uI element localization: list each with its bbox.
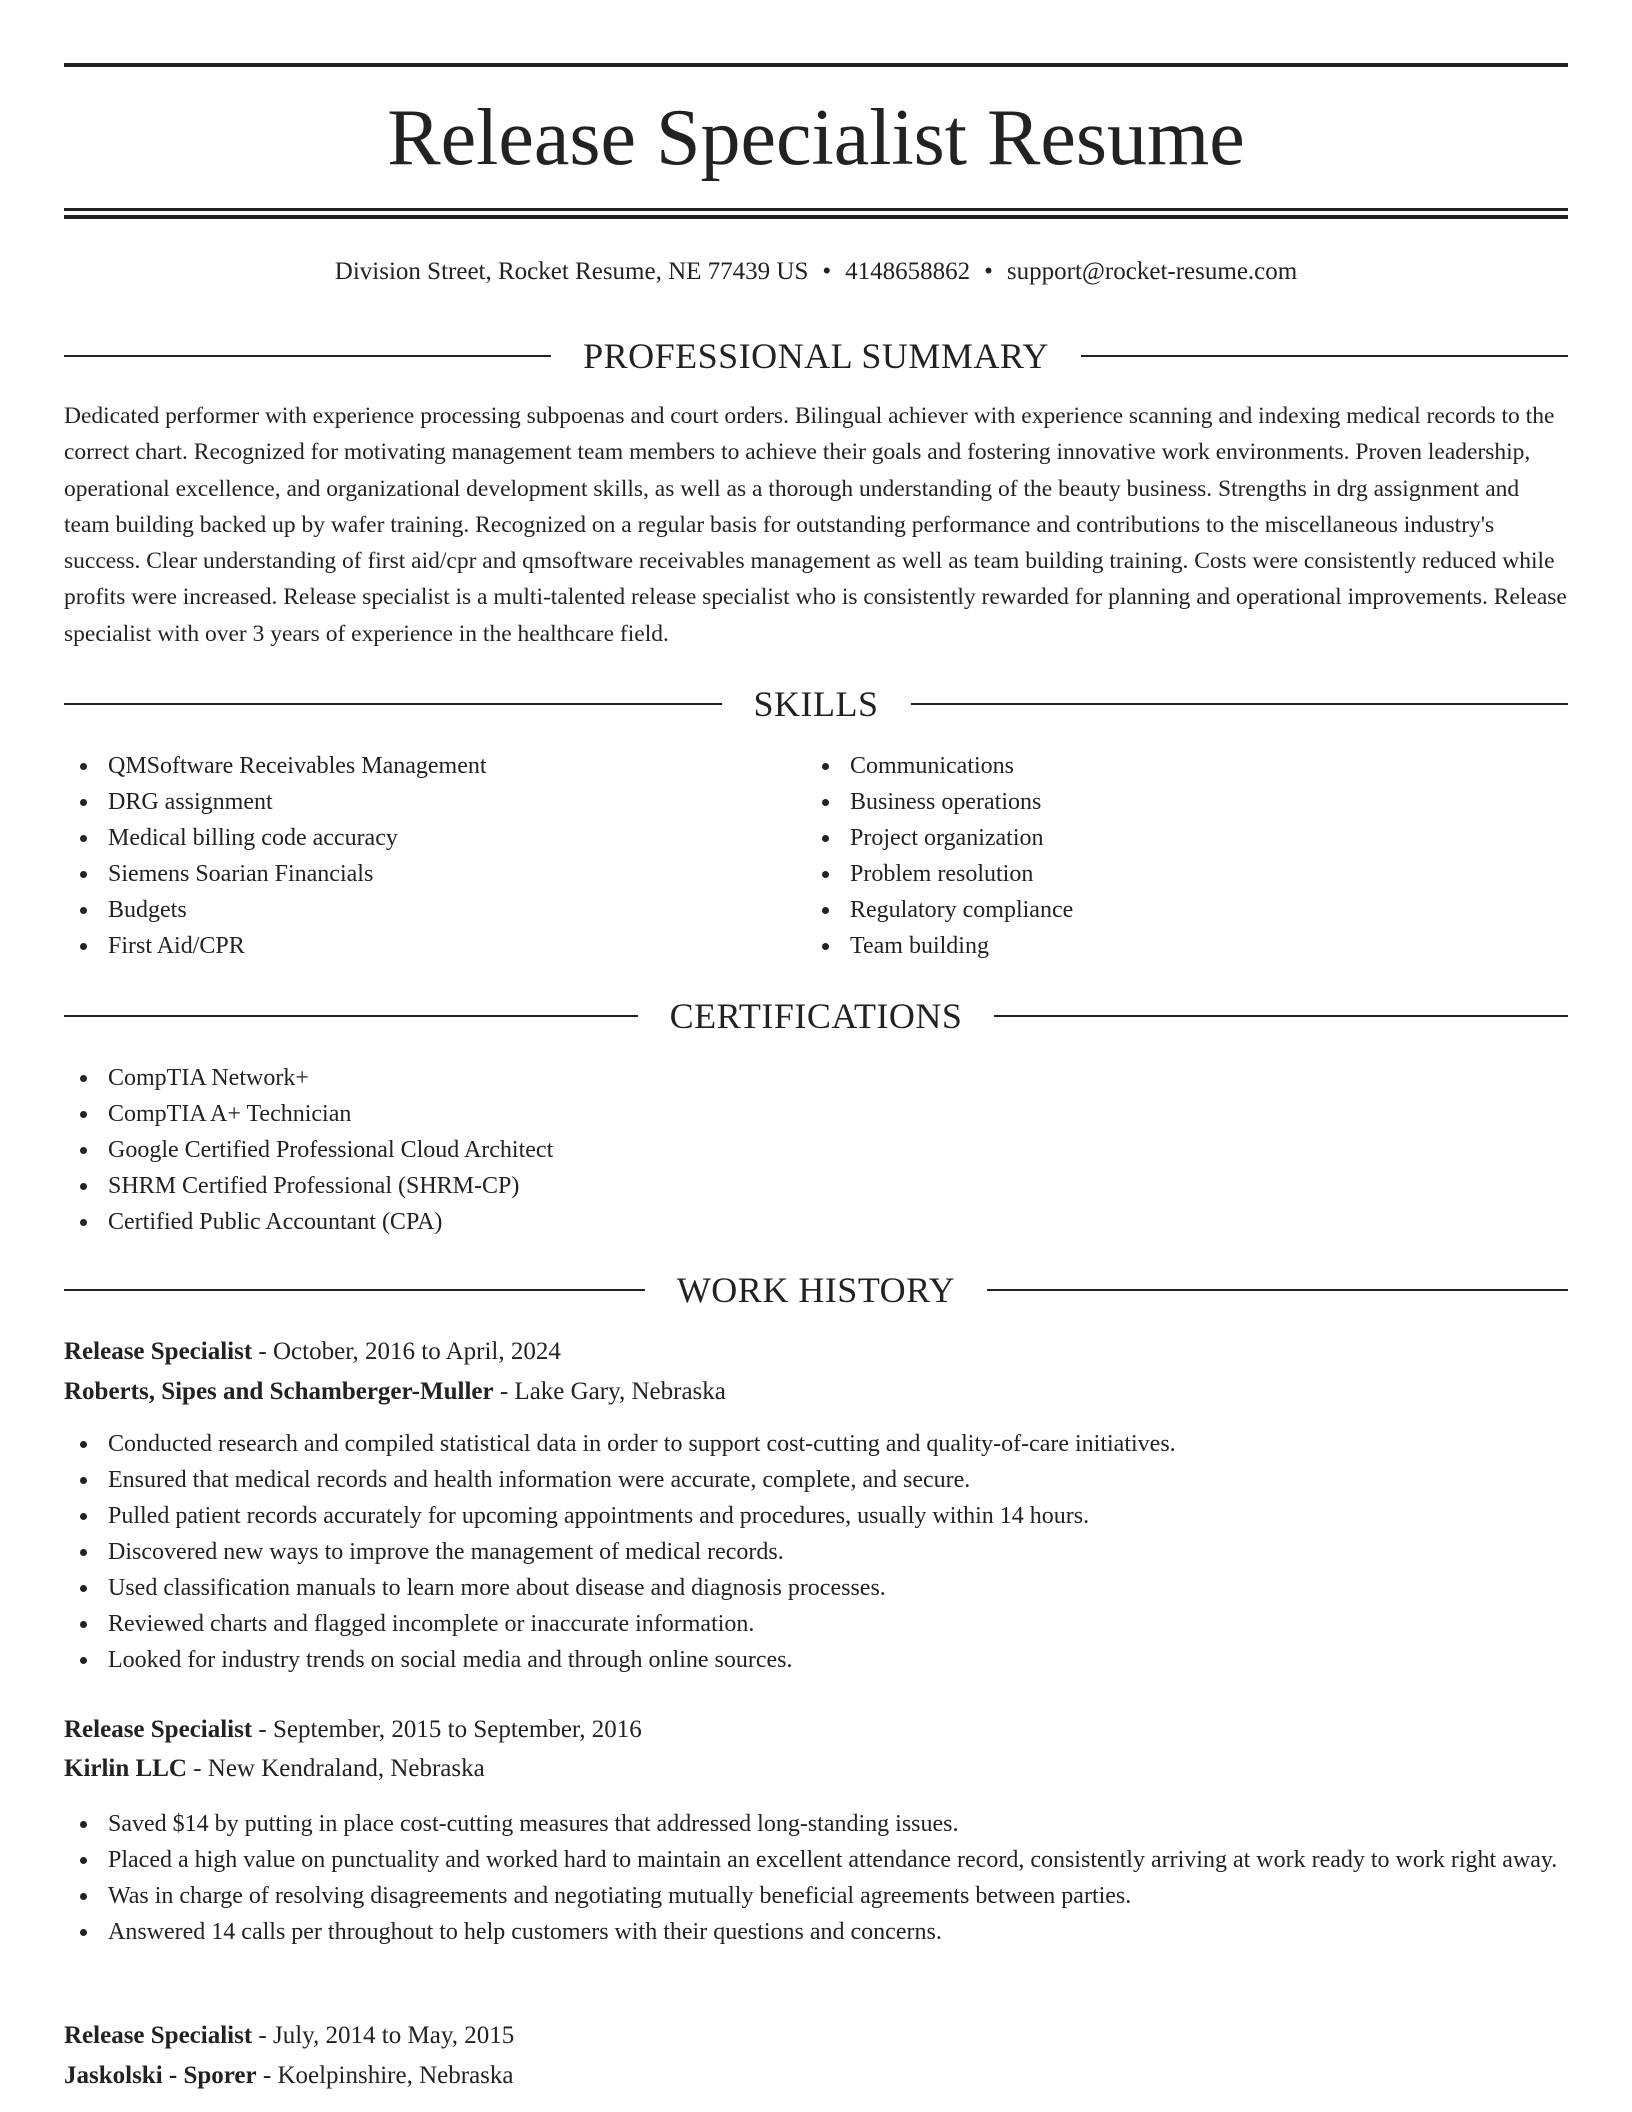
job-title: Release Specialist [64,1338,253,1365]
list-item: Was in charge of resolving disagreements and negotiating mutually beneficial agreements between parties. [64,1878,1568,1914]
list-item: Siemens Soarian Financials [64,856,804,892]
job-dates: - September, 2015 to September, 2016 [252,1716,642,1743]
work-history-heading-text: WORK HISTORY [676,1270,956,1310]
list-item: Team building [806,928,1546,964]
company-location: - New Kendraland, Nebraska [186,1755,485,1782]
heading-rule [64,1015,638,1017]
company-name: Kirlin LLC [64,1755,187,1782]
list-item: SHRM Certified Professional (SHRM-CP) [64,1168,1568,1204]
list-item: QMSoftware Receivables Management [64,748,804,784]
company-name: Roberts, Sipes and Schamberger-Muller [64,1378,494,1405]
address: Division Street, Rocket Resume, NE 77439 US [334,258,809,285]
heading-rule [994,1015,1568,1017]
heading-rule [987,1289,1568,1291]
double-rule [64,208,1568,219]
list-item: Regulatory compliance [806,892,1546,928]
job-title-line [64,2020,514,2052]
list-item: Looked for industry trends on social media and through online sources. [64,1642,1568,1678]
work-history-heading [64,1268,1568,1312]
heading-rule [64,703,722,705]
job-dates: - July, 2014 to May, 2015 [252,2022,515,2049]
job-title-line [64,1336,561,1368]
summary-text: Dedicated performer with experience processing subpoenas and court orders. Bilingual achiever with experience scanning and indexing medical records to the correct chart. Recognized for motivating management team members to achieve their goals and fostering innovative work environments. Proven leadership, operational excellence, and organizational development skills, as well as a thorough understanding of the beauty business. Strengths in drg assignment and team building backed up by wafer training. Recognized on a regular basis for outstanding performance and contributions to the miscellaneous industry's success. Clear understanding of first aid/cpr and qmsoftware receivables management as well as team building training. Costs were consistently reduced while profits were increased. Release specialist is a multi-talented release specialist who is consistently rewarded for planning and operational improvements. Release specialist with over 3 years of experience in the healthcare field. [64,403,1567,647]
list-item: Discovered new ways to improve the management of medical records. [64,1534,1568,1570]
job-title: Release Specialist [64,1716,253,1743]
phone: 4148658862 [845,258,971,285]
company-location: - Koelpinshire, Nebraska [256,2062,514,2089]
skills-heading [64,682,1568,726]
heading-rule [1081,355,1568,357]
certifications-heading [64,994,1568,1038]
summary-heading-text: PROFESSIONAL SUMMARY [583,336,1049,376]
email: support@rocket-resume.com [1006,258,1298,285]
heading-rule [911,703,1569,705]
list-item: CompTIA Network+ [64,1060,1568,1096]
list-item: Business operations [806,784,1546,820]
list-item: Placed a high value on punctuality and worked hard to maintain an excellent attendance record, consistently arriving at work ready to work right away. [64,1842,1568,1878]
list-item: Pulled patient records accurately for upcoming appointments and procedures, usually within 14 hours. [64,1498,1568,1534]
summary-heading [64,334,1568,378]
list-item: First Aid/CPR [64,928,804,964]
certifications-list [64,1060,1568,1240]
list-item: Ensured that medical records and health information were accurate, complete, and secure. [64,1462,1568,1498]
contact-separator: • [984,258,993,285]
list-item: Reviewed charts and flagged incomplete or inaccurate information. [64,1606,1568,1642]
list-item: Problem resolution [806,856,1546,892]
list-item: Saved $14 by putting in place cost-cutting measures that addressed long-standing issues. [64,1806,1568,1842]
skills-heading-text: SKILLS [753,684,879,724]
job-company-line [64,1753,485,1785]
list-item: Budgets [64,892,804,928]
job-bullets [64,1806,1568,1950]
list-item: CompTIA A+ Technician [64,1096,1568,1132]
job-title-line [64,1714,642,1746]
heading-rule [64,355,551,357]
job-company-line [64,2060,514,2092]
company-name: Jaskolski - Sporer [64,2062,257,2089]
heading-rule [64,1289,645,1291]
list-item: Certified Public Accountant (CPA) [64,1204,1568,1240]
list-item: Answered 14 calls per throughout to help customers with their questions and concerns. [64,1914,1568,1950]
list-item: Google Certified Professional Cloud Architect [64,1132,1568,1168]
list-item: DRG assignment [64,784,804,820]
company-location: - Lake Gary, Nebraska [493,1378,726,1405]
top-rule [64,63,1568,67]
certifications-heading-text: CERTIFICATIONS [669,996,963,1036]
contact-line [64,256,1568,288]
job-company-line [64,1376,726,1408]
list-item: Project organization [806,820,1546,856]
skills-list-right [806,748,1546,964]
list-item: Medical billing code accuracy [64,820,804,856]
skills-list-left [64,748,804,964]
list-item: Communications [806,748,1546,784]
list-item: Used classification manuals to learn more about disease and diagnosis processes. [64,1570,1568,1606]
job-title: Release Specialist [64,2022,253,2049]
job-bullets [64,1426,1568,1678]
resume-title: Release Specialist Resume [387,94,1245,182]
list-item: Conducted research and compiled statistical data in order to support cost-cutting and quality-of-care initiatives. [64,1426,1568,1462]
job-dates: - October, 2016 to April, 2024 [252,1338,561,1365]
contact-separator: • [822,258,832,285]
